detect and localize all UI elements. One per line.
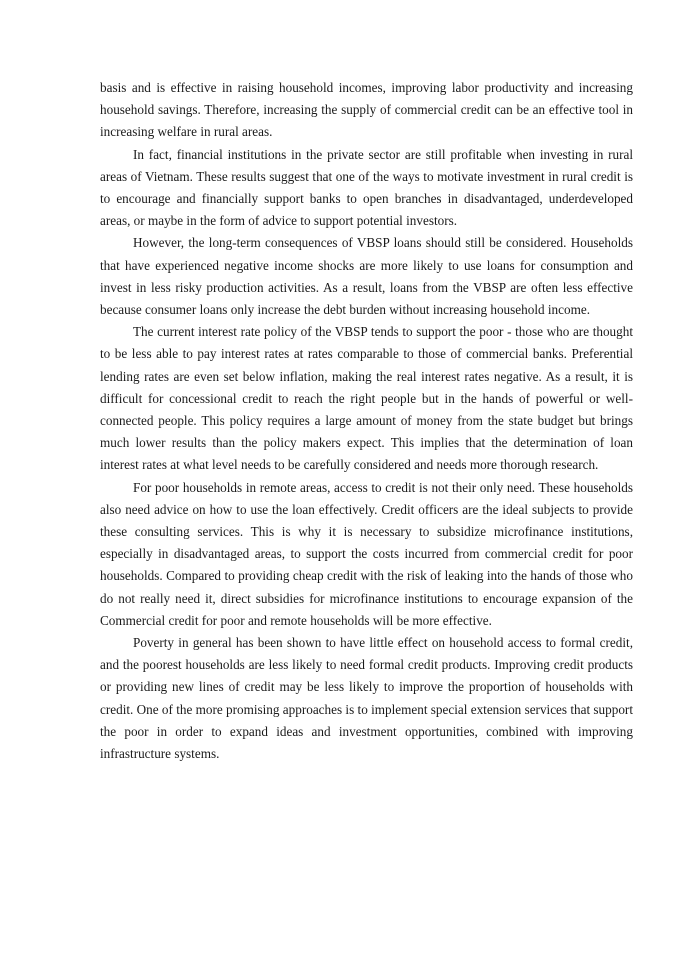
document-page bbox=[100, 77, 633, 765]
paragraph-private-sector: In fact, financial institutions in the private sector are still profitable when investing in rural areas of Vietnam. These results suggest that one of the ways to motivate investment in rural credit is to encourage and financially support banks to open branches in disadvantaged, underdeveloped areas, or maybe in the form of advice to support potential investors. bbox=[100, 146, 633, 229]
paragraph-vbsp-consequences: However, the long-term consequences of VBSP loans should still be considered. Households that have experienced negative income shocks are more likely to use loans for consumption and invest in less risky production activities. As a result, loans from the VBSP are often less effective because consumer loans only increase the debt burden without increasing household income. bbox=[100, 235, 633, 318]
paragraph-remote-households: For poor households in remote areas, access to credit is not their only need. These households also need advice on how to use the loan effectively. Credit officers are the ideal subjects to provide these consulting services. This is why it is necessary to subsidize microfinance institutions, especially in disadvantaged areas, to support the costs incurred from commercial credit for poor households. Compared to providing cheap credit with the risk of leaking into the hands of those who do not really need it, direct subsidies for microfinance institutions to encourage expansion of the Commercial credit for poor and remote households will be more effective. bbox=[100, 479, 633, 628]
paragraph-continuation: basis and is effective in raising household incomes, improving labor productivity and increasing household savings. Therefore, increasing the supply of commercial credit can be an effective tool in increasing welfare in rural areas. bbox=[100, 80, 633, 140]
paragraph-poverty-access: Poverty in general has been shown to have little effect on household access to formal credit, and the poorest households are less likely to need formal credit products. Improving credit products or providing new lines of credit may be less likely to improve the proportion of households with credit. One of the more promising approaches is to implement special extension services that support the poor in order to expand ideas and investment opportunities, combined with improving infrastructure systems. bbox=[100, 635, 633, 762]
paragraph-interest-rate-policy: The current interest rate policy of the VBSP tends to support the poor - those who are thought to be less able to pay interest rates at rates comparable to those of commercial banks. Preferential lending rates are even set below inflation, making the real interest rates negative. As a result, it is difficult for concessional credit to reach the right people but in the hands of powerful or well-connected people. This policy requires a large amount of money from the state budget but brings much lower results than the policy makers expect. This implies that the determination of loan interest rates at what level needs to be carefully considered and needs more thorough research. bbox=[100, 324, 633, 473]
